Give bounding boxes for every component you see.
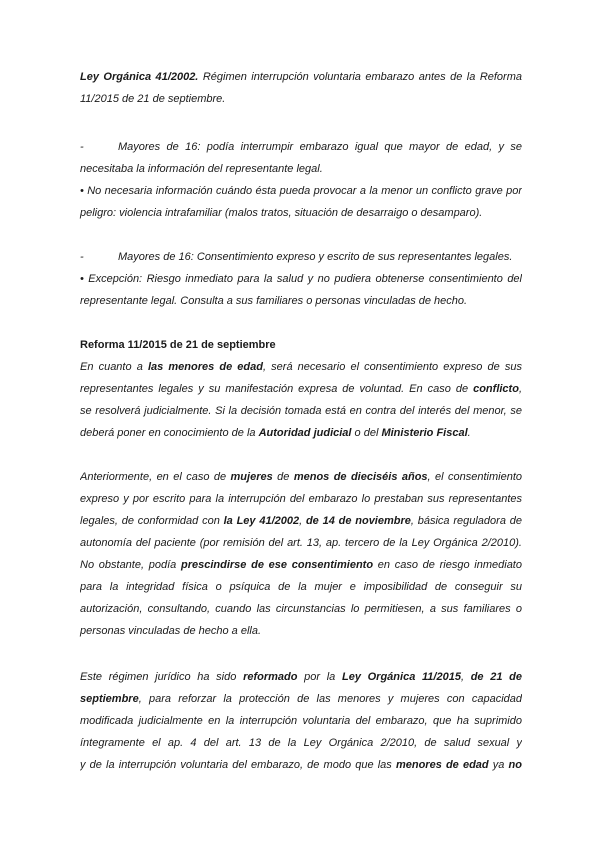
text-line: Ley Orgánica 41/2002. Régimen interrupción voluntaria embarazo antes de la Reforma (80, 71, 522, 83)
text-line: Anteriormente, en el caso de mujeres de menos de dieciséis años, el consentimiento (80, 471, 522, 483)
text-line: - Mayores de 16: podía interrumpir embarazo igual que mayor de edad, y se (80, 136, 522, 158)
reforma-section (80, 334, 522, 444)
text-line: y de la interrupción voluntaria del embarazo, de modo que las menores de edad ya no (80, 759, 522, 771)
text-line: personas vinculadas de hecho a ella. (80, 625, 262, 637)
text-line: deberá poner en conocimiento de la Autoridad judicial o del Ministerio Fiscal. (80, 427, 471, 439)
anteriormente-paragraph (80, 466, 522, 642)
text-line: autorización, consultando, cuando las circunstancias lo permitiesen, a sus familiares o (80, 603, 522, 615)
text-line: representante legal. Consulta a sus familiares o personas vinculadas de hecho. (80, 295, 468, 307)
text-line: autonomía del paciente (por remisión del art. 13, ap. tercero de la Ley Orgánica 2/2010). (80, 537, 522, 549)
intro-paragraph (80, 66, 522, 110)
text-line: • Excepción: Riesgo inmediato para la salud y no pudiera obtenerse consentimiento del (80, 273, 522, 285)
text-line: septiembre, para reforzar la protección de las menores y mujeres con capacidad (80, 693, 522, 705)
text-line: expreso y por escrito para la interrupción del embarazo lo prestaban sus representantes (80, 493, 522, 505)
mayores-16-paragraph (80, 136, 522, 224)
text-line: En cuanto a las menores de edad, será necesario el consentimiento expreso de sus (80, 361, 522, 373)
text-line: necesitaba la información del representante legal. (80, 163, 323, 175)
list-dash: - (80, 141, 84, 153)
section-heading: Reforma 11/2015 de 21 de septiembre (80, 339, 276, 351)
text-line: 11/2015 de 21 de septiembre. (80, 93, 226, 105)
text-line: íntegramente el ap. 4 del art. 13 de la Ley Orgánica 2/2010, de salud sexual y (80, 737, 522, 749)
text-line: No obstante, podía prescindirse de ese consentimiento en caso de riesgo inmediato (80, 559, 522, 571)
text-line: peligro: violencia intrafamiliar (malos tratos, situación de desarraigo o desamparo). (80, 207, 483, 219)
text-line: - Mayores de 16: Consentimiento expreso y escrito de sus representantes legales. (80, 246, 522, 268)
regimen-paragraph (80, 666, 522, 776)
consentimiento-paragraph (80, 246, 522, 312)
text-line: legales, de conformidad con la Ley 41/2002, de 14 de noviembre, básica reguladora de (80, 515, 522, 527)
text-line: Este régimen jurídico ha sido reformado por la Ley Orgánica 11/2015, de 21 de (80, 671, 522, 683)
text-line: se resolverá judicialmente. Si la decisión tomada está en contra del interés del menor, se (80, 405, 522, 417)
text-line: para la integridad física o psíquica de la mujer e imposibilidad de conseguir su (80, 581, 522, 593)
text-line: modificada judicialmente en la interrupción voluntaria del embarazo, que ha suprimido (80, 715, 522, 727)
text-line: representantes legales y su manifestación expresa de voluntad. En caso de conflicto, (80, 383, 522, 395)
text-line: • No necesaria información cuándo ésta pueda provocar a la menor un conflicto grave por (80, 185, 522, 197)
list-dash: - (80, 251, 84, 263)
